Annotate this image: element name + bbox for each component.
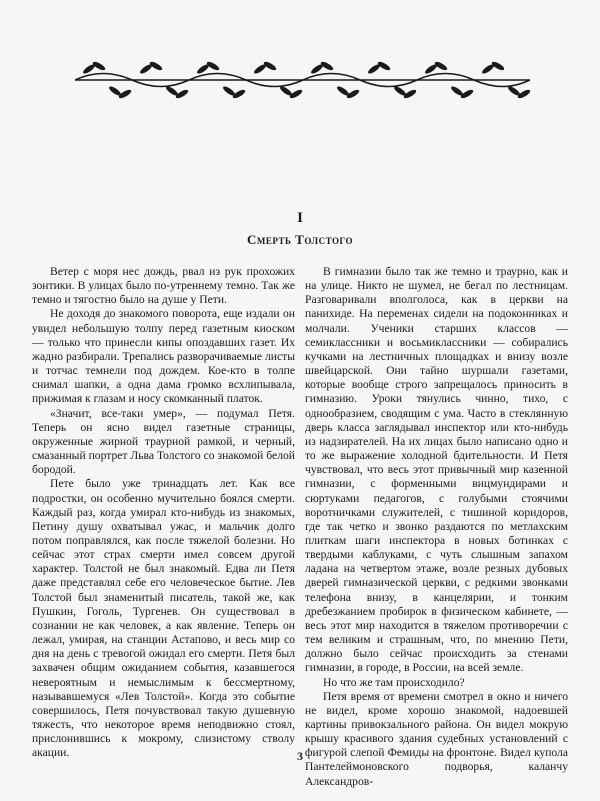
paragraph: Ветер с моря нес дождь, рвал из рук прохожих зонтики. В улицах было по-утреннему темно. Так же темно и тягостно было на душе у Пети. [32, 265, 295, 307]
decorative-vine-ornament [75, 55, 530, 105]
paragraph: «Значит, все-таки умер», — подумал Петя. Теперь он ясно видел газетные страницы, окруженные жирной траурной рамкой, и черный, смазанный портрет Льва Толстого со знакомой белой бородой. [32, 406, 295, 477]
right-text-column [305, 265, 568, 789]
paragraph: Пете было уже тринадцать лет. Как все подростки, он особенно мучительно боялся смерти. Каждый раз, когда умирал кто-нибудь из знакомых, Петину душу охватывал ужас, и мальчик долго потом поправлялся, как после тяжелой болезни. Но сейчас этот страх смерти имел совсем другой характер. Толстой не был знакомый. Едва ли Петя даже представлял себе его человеческое бытие. Лев Толстой был знаменитый писатель, такой же, как Пушкин, Гоголь, Тургенев. Он существовал в сознании не как человек, а как явление. Теперь он лежал, умирая, на станции Астапово, и весь мир со дня на день с тревогой ожидал его смерти. Петя был захвачен общим ожиданием события, казавшегося невероятным и немыслимым к бессмертному, называвшемуся «Лев Толстой». Когда это событие совершилось, Петя почувствовал такую душевную тяжесть, что некоторое время неподвижно стоял, прислонившись к мокрому, слизистому стволу акации. [32, 477, 295, 760]
chapter-title: Смерть Толстого [246, 232, 353, 247]
paragraph: Но что же там происходило? [323, 675, 465, 689]
page-number: 3 [297, 749, 303, 763]
paragraph: В гимназии было так же темно и траурно, как и на улице. Никто не шумел, не бегал по лестницам. Разговаривали вполголоса, как в церкви на панихиде. На переменах сидели на подоконниках и молчали. Ученики старших классов — семиклассники и восьмиклассники — собирались кучками на лестничных площадках и внизу возле швейцарской. Они тайно шуршали газетами, которые вообще строго запрещалось приносить в гимназию. Уроки тянулись чинно, тихо, с однообразием, сводящим с ума. Часто в стеклянную дверь класса заглядывал инспектор или кто-нибудь из надзирателей. На их лицах было написано одно и то же выражение холодной бдительности. И Петя чувствовал, что весь этот привычный мир казенной гимназии, с форменными вицмундирами и сюртуками педагогов, с голубыми стоячими воротничками служителей, с тишиной коридоров, где так четко и звонко раздаются по метлахским плиткам шаги инспектора в новых ботинках с твердыми каблуками, с чуть слышным запахом ладана на четвертом этаже, возле резных дубовых дверей гимназической церкви, с редкими звонками телефона внизу, в канцелярии, и тонким дребезжанием пробирок в физическом кабинете, — весь этот мир находится в тяжелом противоречии с тем великим и страшным, что, по мнению Пети, должно было сейчас происходить за стенами гимназии, в городе, в России, на всей земле. [305, 265, 568, 675]
paragraph: Не доходя до знакомого поворота, еще издали он увидел небольшую толпу перед газетным киоском — только что принесли кипы опоздавших газет. Их жадно разбирали. Трепались разворачиваемые листы и тотчас темнели под дождем. Кое-кто в толпе снимал шапки, а одна дама громко всхлипывала, прижимая к глазам и носу скомканный платок. [32, 307, 295, 406]
paragraph: Петя время от времени смотрел в окно и ничего не видел, кроме хорошо знакомой, надоевшей картины привокзального района. Он видел мокрую крышу красивого здания судебных установлений с фигурой слепой Фемиды на фронтоне. Видел купола Пантелеймоновского подворья, каланчу Александров- [305, 689, 568, 788]
left-text-column [32, 265, 295, 760]
chapter-number: I [297, 210, 303, 226]
